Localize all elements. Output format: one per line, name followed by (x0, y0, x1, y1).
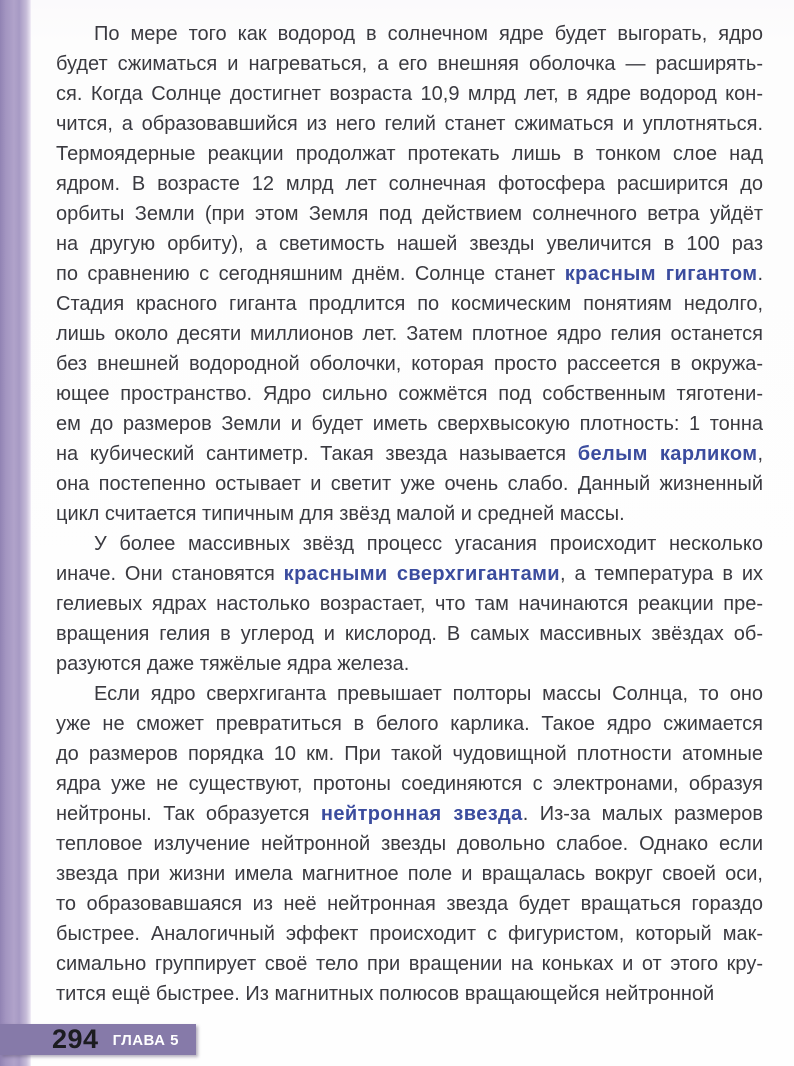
text-line (56, 559, 763, 589)
text-segment: ядром. В возрасте 12 млрд лет солнечная фотосфера расширится до (56, 173, 763, 195)
text-line (56, 49, 763, 79)
text-line (56, 349, 763, 379)
text-line (56, 829, 763, 859)
text-segment: тепловое излучение нейтронной звезды довольно слабое. Однако если (56, 833, 763, 855)
text-segment: ядра уже не существуют, протоны соединяются с электронами, образуя (56, 773, 763, 795)
text-line (56, 289, 763, 319)
text-line (56, 229, 763, 259)
text-segment: Термоядерные реакции продолжат протекать лишь в тонком слое над (56, 143, 763, 165)
paragraph (56, 19, 763, 529)
text-line (56, 109, 763, 139)
page-edge-strip (0, 0, 31, 1066)
text-line (56, 769, 763, 799)
text-segment: Стадия красного гиганта продлится по космическим понятиям недолго, (56, 293, 763, 315)
key-term: нейтронная звезда (320, 803, 523, 825)
text-line (56, 589, 763, 619)
text-line (56, 199, 763, 229)
text-segment: гелиевых ядрах настолько возрастает, что там начинаются реакции пре- (56, 593, 763, 615)
text-segment: лишь около десяти миллионов лет. Затем плотное ядро гелия останется (56, 323, 763, 345)
text-segment: ся. Когда Солнце достигнет возраста 10,9 млрд лет, в ядре водород кон- (56, 83, 763, 105)
text-line (56, 979, 763, 1009)
text-line (56, 19, 763, 49)
text-line (56, 799, 763, 829)
text-line (56, 79, 763, 109)
text-line (56, 169, 763, 199)
text-segment: иначе. Они становятся (56, 563, 284, 585)
text-segment: вращения гелия в углерод и кислород. В самых массивных звёздах об- (56, 623, 763, 645)
text-line (56, 259, 763, 289)
text-line (56, 949, 763, 979)
text-segment: будет сжиматься и нагреваться, а его внешняя оболочка — расширять- (56, 53, 763, 75)
text-segment: она постепенно остывает и светит уже очень слабо. Данный жизненный (56, 473, 763, 495)
text-segment: . (757, 263, 763, 285)
text-segment: чится, а образовавшийся из него гелий станет сжиматься и уплотняться. (56, 113, 763, 135)
text-line (56, 859, 763, 889)
text-line (56, 529, 763, 559)
text-segment: , (757, 443, 763, 465)
text-segment: нейтроны. Так образуется (56, 803, 321, 825)
text-line (56, 409, 763, 439)
text-segment: звезда при жизни имела магнитное поле и вращалась вокруг своей оси, (56, 863, 763, 885)
text-segment: . Из-за малых размеров (522, 803, 763, 825)
key-term: красным гигантом (564, 263, 758, 285)
text-line (56, 919, 763, 949)
text-segment: , а температура в их (560, 563, 763, 585)
text-segment: симально группирует своё тело при вращении на коньках и от этого кру- (56, 953, 763, 975)
text-line (56, 649, 763, 679)
text-segment: орбиты Земли (при этом Земля под действием солнечного ветра уйдёт (56, 203, 763, 225)
page-number: 294 (52, 1024, 99, 1054)
text-line (56, 889, 763, 919)
chapter-label: ГЛАВА 5 (112, 1032, 179, 1049)
text-line (56, 499, 763, 529)
text-segment: разуются даже тяжёлые ядра железа. (56, 653, 410, 675)
text-line (56, 379, 763, 409)
text-segment: по сравнению с сегодняшним днём. Солнце станет (56, 263, 565, 285)
text-segment: Если ядро сверхгиганта превышает полторы массы Солнца, то оно (94, 683, 763, 705)
text-segment: на другую орбиту), а светимость нашей звезды увеличится в 100 раз (56, 233, 763, 255)
text-line (56, 319, 763, 349)
paragraph (56, 679, 763, 1009)
key-term: красными сверхгигантами (283, 563, 560, 585)
text-segment: то образовавшаяся из неё нейтронная звезда будет вращаться гораздо (56, 893, 763, 915)
text-segment: уже не сможет превратиться в белого карлика. Такое ядро сжимается (56, 713, 763, 735)
text-segment: ем до размеров Земли и будет иметь сверхвысокую плотность: 1 тонна (56, 413, 763, 435)
text-line (56, 139, 763, 169)
text-line (56, 619, 763, 649)
text-segment: цикл считается типичным для звёзд малой и средней массы. (56, 503, 625, 525)
text-segment: ющее пространство. Ядро сильно сожмётся под собственным тяготени- (56, 383, 763, 405)
footer-bar (0, 1024, 196, 1055)
text-line (56, 469, 763, 499)
text-segment: быстрее. Аналогичный эффект происходит с фигуристом, который мак- (56, 923, 763, 945)
text-line (56, 709, 763, 739)
text-line (56, 679, 763, 709)
text-line (56, 739, 763, 769)
key-term: белым карликом (577, 443, 758, 465)
text-segment: У более массивных звёзд процесс угасания происходит несколько (94, 533, 763, 555)
text-segment: тится ещё быстрее. Из магнитных полюсов вращающейся нейтронной (56, 983, 715, 1005)
paragraph (56, 529, 763, 679)
text-line (56, 439, 763, 469)
text-segment: без внешней водородной оболочки, которая просто рассеется в окружа- (56, 353, 763, 375)
text-segment: на кубический сантиметр. Такая звезда называется (56, 443, 578, 465)
text-segment: до размеров порядка 10 км. При такой чудовищной плотности атомные (56, 743, 763, 765)
text-block (56, 19, 763, 1009)
text-segment: По мере того как водород в солнечном ядре будет выгорать, ядро (94, 23, 763, 45)
